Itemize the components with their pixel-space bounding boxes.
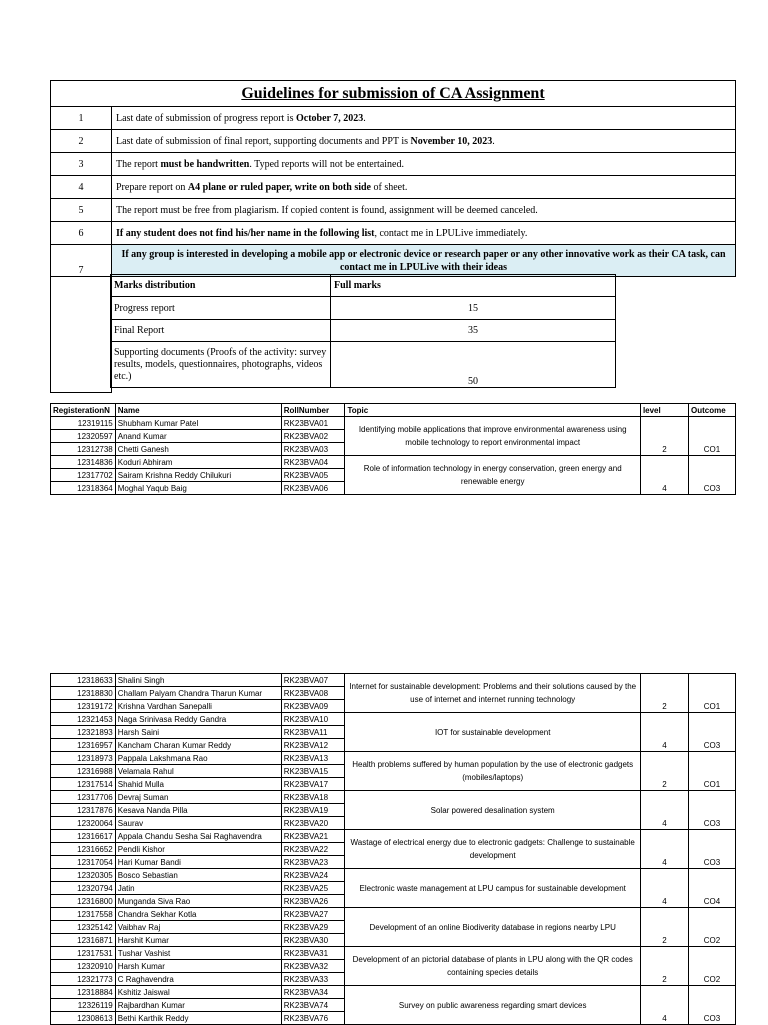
roll-number: RK23BVA34	[281, 986, 345, 999]
guideline-text-part: The report	[116, 158, 161, 170]
registration-number: 12317054	[51, 856, 116, 869]
guideline-number: 5	[51, 199, 112, 222]
guideline-text-part: If any student does not find his/her name in the following list	[116, 227, 375, 239]
guideline-text-part: must be handwritten	[160, 158, 250, 170]
roll-number: RK23BVA11	[281, 726, 345, 739]
level-cell: 4	[640, 869, 688, 908]
registration-number: 12318973	[51, 752, 116, 765]
marks-distribution-table	[110, 274, 616, 388]
roll-number: RK23BVA05	[281, 469, 345, 482]
guideline-text-part: If any group is interested in developing a mobile app or electronic device or research paper or any other innovative work as their CA task, can contact me in LPULive with their ideas	[121, 248, 726, 273]
student-name: Vaibhav Raj	[115, 921, 281, 934]
registration-number: 12316800	[51, 895, 116, 908]
guideline-text	[112, 153, 736, 176]
student-name: Bosco Sebastian	[115, 869, 281, 882]
roll-number: RK23BVA01	[281, 417, 345, 430]
guideline-text-part: A4 plane or ruled paper, write on both side	[187, 181, 371, 193]
student-name: Chetti Ganesh	[115, 443, 281, 456]
registration-number: 12312738	[51, 443, 116, 456]
student-name: Chandra Sekhar Kotla	[115, 908, 281, 921]
marks-row-value: 35	[331, 320, 616, 342]
student-name: Devraj Suman	[115, 791, 281, 804]
registration-number: 12316871	[51, 934, 116, 947]
table-row	[51, 986, 736, 999]
roll-number: RK23BVA30	[281, 934, 345, 947]
guideline-row	[51, 199, 736, 222]
marks-row-value: 15	[331, 297, 616, 320]
registration-number: 12326119	[51, 999, 116, 1012]
outcome-cell: CO1	[688, 417, 735, 456]
student-name: Anand Kumar	[115, 430, 281, 443]
registration-number: 12318633	[51, 674, 116, 687]
guideline-text	[112, 176, 736, 199]
topic-cell: Development of an online Biodiverity database in regions nearby LPU	[345, 908, 641, 947]
guideline-number: 1	[51, 107, 112, 130]
column-header: RollNumber	[281, 404, 345, 417]
roll-number: RK23BVA06	[281, 482, 345, 495]
roll-number: RK23BVA29	[281, 921, 345, 934]
student-name: Appala Chandu Sesha Sai Raghavendra	[115, 830, 281, 843]
table-row	[51, 752, 736, 765]
level-cell: 4	[640, 456, 688, 495]
roll-number: RK23BVA02	[281, 430, 345, 443]
topic-cell: Role of information technology in energy conservation, green energy and renewable energy	[345, 456, 641, 495]
roll-number: RK23BVA13	[281, 752, 345, 765]
outcome-cell: CO4	[688, 869, 735, 908]
registration-number: 12318364	[51, 482, 116, 495]
roll-number: RK23BVA23	[281, 856, 345, 869]
roll-number: RK23BVA07	[281, 674, 345, 687]
roll-number: RK23BVA33	[281, 973, 345, 986]
registration-number: 12318830	[51, 687, 116, 700]
guideline-row	[51, 176, 736, 199]
registration-number: 12316617	[51, 830, 116, 843]
registration-number: 12321773	[51, 973, 116, 986]
table-header-row	[51, 404, 736, 417]
student-name: Hari Kumar Bandi	[115, 856, 281, 869]
guideline-text-part: , contact me in LPULive immediately.	[374, 227, 528, 239]
registration-number: 12314836	[51, 456, 116, 469]
roll-number: RK23BVA19	[281, 804, 345, 817]
level-cell: 2	[640, 947, 688, 986]
student-name: Harsh Kumar	[115, 960, 281, 973]
table-row	[51, 908, 736, 921]
student-table-2	[50, 673, 736, 1025]
registration-number: 12320305	[51, 869, 116, 882]
column-header: level	[640, 404, 688, 417]
registration-number: 12321453	[51, 713, 116, 726]
guideline-text-part: of sheet.	[371, 181, 408, 193]
registration-number: 12316652	[51, 843, 116, 856]
guideline-text-part: Last date of submission of final report, supporting documents and PPT is	[116, 135, 411, 147]
student-name: Munganda Siva Rao	[115, 895, 281, 908]
student-name: Bethi Karthik Reddy	[115, 1012, 281, 1025]
outcome-cell: CO1	[688, 752, 735, 791]
outcome-cell: CO3	[688, 456, 735, 495]
student-table-1	[50, 403, 736, 495]
table-row	[51, 456, 736, 469]
student-name: Pappala Lakshmana Rao	[115, 752, 281, 765]
marks-header-label: Marks distribution	[111, 275, 331, 297]
roll-number: RK23BVA15	[281, 765, 345, 778]
table-row	[51, 674, 736, 687]
topic-cell: Identifying mobile applications that improve environmental awareness using mobile technology to report environmental impact	[345, 417, 641, 456]
student-name: Koduri Abhiram	[115, 456, 281, 469]
table-row	[51, 947, 736, 960]
guidelines-title: Guidelines for submission of CA Assignment	[51, 81, 736, 107]
student-name: Saurav	[115, 817, 281, 830]
column-header: Outcome	[688, 404, 735, 417]
registration-number: 12319115	[51, 417, 116, 430]
topic-cell: IOT for sustainable development	[345, 713, 641, 752]
registration-number: 12317558	[51, 908, 116, 921]
guideline-text-part: . Typed reports will not be entertained.	[249, 158, 404, 170]
guideline-number: 4	[51, 176, 112, 199]
registration-number: 12320910	[51, 960, 116, 973]
guideline-number: 6	[51, 222, 112, 245]
student-name: Kesava Nanda Pilla	[115, 804, 281, 817]
guideline-text-part: The report must be free from plagiarism. If copied content is found, assignment will be deemed canceled.	[116, 204, 538, 216]
student-name: Harsh Saini	[115, 726, 281, 739]
outcome-cell: CO3	[688, 830, 735, 869]
registration-number: 12308613	[51, 1012, 116, 1025]
guideline-text	[112, 130, 736, 153]
guideline-number: 7	[51, 245, 112, 277]
registration-number: 12317876	[51, 804, 116, 817]
outcome-cell: CO3	[688, 986, 735, 1025]
roll-number: RK23BVA26	[281, 895, 345, 908]
topic-cell: Electronic waste management at LPU campus for sustainable development	[345, 869, 641, 908]
student-name: Harshit Kumar	[115, 934, 281, 947]
topic-cell: Solar powered desalination system	[345, 791, 641, 830]
column-header: RegisterationN	[51, 404, 116, 417]
student-name: Tushar Vashist	[115, 947, 281, 960]
roll-number: RK23BVA74	[281, 999, 345, 1012]
roll-number: RK23BVA21	[281, 830, 345, 843]
registration-number: 12318884	[51, 986, 116, 999]
registration-number: 12317531	[51, 947, 116, 960]
table-row	[51, 417, 736, 430]
level-cell: 4	[640, 830, 688, 869]
registration-number: 12316988	[51, 765, 116, 778]
roll-number: RK23BVA12	[281, 739, 345, 752]
outcome-cell: CO3	[688, 791, 735, 830]
roll-number: RK23BVA08	[281, 687, 345, 700]
guideline-text-part: October 7, 2023	[295, 112, 364, 124]
marks-header-full: Full marks	[331, 275, 616, 297]
guideline-row	[51, 153, 736, 176]
guideline-text	[112, 245, 736, 277]
registration-number: 12321893	[51, 726, 116, 739]
student-name: Sairam Krishna Reddy Chilukuri	[115, 469, 281, 482]
registration-number: 12316957	[51, 739, 116, 752]
roll-number: RK23BVA32	[281, 960, 345, 973]
column-header: Topic	[345, 404, 641, 417]
roll-number: RK23BVA10	[281, 713, 345, 726]
student-name: Shalini Singh	[115, 674, 281, 687]
outcome-cell: CO1	[688, 674, 735, 713]
roll-number: RK23BVA76	[281, 1012, 345, 1025]
roll-number: RK23BVA18	[281, 791, 345, 804]
marks-row-value: 50	[331, 342, 616, 388]
student-name: Pendli Kishor	[115, 843, 281, 856]
registration-number: 12319172	[51, 700, 116, 713]
level-cell: 4	[640, 791, 688, 830]
table-row	[51, 869, 736, 882]
guideline-row	[51, 107, 736, 130]
roll-number: RK23BVA04	[281, 456, 345, 469]
guideline-text	[112, 199, 736, 222]
topic-cell: Survey on public awareness regarding smart devices	[345, 986, 641, 1025]
registration-number: 12320064	[51, 817, 116, 830]
guideline-row	[51, 222, 736, 245]
student-name: Challam Palyam Chandra Tharun Kumar	[115, 687, 281, 700]
table-row	[51, 713, 736, 726]
student-name: Kshitiz Jaiswal	[115, 986, 281, 999]
level-cell: 2	[640, 674, 688, 713]
registration-number: 12320794	[51, 882, 116, 895]
student-name: Rajbardhan Kumar	[115, 999, 281, 1012]
registration-number: 12325142	[51, 921, 116, 934]
table-row	[51, 830, 736, 843]
marks-row-label: Supporting documents (Proofs of the activity: survey results, models, questionnaires, photographs, videos etc.)	[111, 342, 331, 388]
roll-number: RK23BVA09	[281, 700, 345, 713]
registration-number: 12320597	[51, 430, 116, 443]
registration-number: 12317514	[51, 778, 116, 791]
guideline-text-part: Prepare report on	[116, 181, 188, 193]
level-cell: 2	[640, 908, 688, 947]
student-name: Naga Srinivasa Reddy Gandra	[115, 713, 281, 726]
table-row	[51, 791, 736, 804]
student-name: Jatin	[115, 882, 281, 895]
guideline-row	[51, 245, 736, 277]
roll-number: RK23BVA22	[281, 843, 345, 856]
guideline-text-part: .	[363, 112, 366, 124]
level-cell: 2	[640, 417, 688, 456]
outcome-cell: CO2	[688, 947, 735, 986]
student-name: Krishna Vardhan Sanepalli	[115, 700, 281, 713]
roll-number: RK23BVA31	[281, 947, 345, 960]
roll-number: RK23BVA27	[281, 908, 345, 921]
guideline-text	[112, 222, 736, 245]
student-name: Shahid Mulla	[115, 778, 281, 791]
empty-cell	[51, 277, 112, 393]
guideline-text-part: November 10, 2023	[410, 135, 493, 147]
registration-number: 12317702	[51, 469, 116, 482]
guideline-number: 3	[51, 153, 112, 176]
student-name: Kancham Charan Kumar Reddy	[115, 739, 281, 752]
marks-row-label: Progress report	[111, 297, 331, 320]
topic-cell: Development of an pictorial database of plants in LPU along with the QR codes containing species details	[345, 947, 641, 986]
outcome-cell: CO2	[688, 908, 735, 947]
topic-cell: Wastage of electrical energy due to electronic gadgets: Challenge to sustainable development	[345, 830, 641, 869]
column-header: Name	[115, 404, 281, 417]
roll-number: RK23BVA25	[281, 882, 345, 895]
guideline-text-part: .	[492, 135, 495, 147]
level-cell: 2	[640, 752, 688, 791]
topic-cell: Health problems suffered by human population by the use of electronic gadgets (mobiles/laptops)	[345, 752, 641, 791]
roll-number: RK23BVA03	[281, 443, 345, 456]
guideline-number: 2	[51, 130, 112, 153]
student-name: Moghal Yaqub Baig	[115, 482, 281, 495]
roll-number: RK23BVA24	[281, 869, 345, 882]
student-name: Shubham Kumar Patel	[115, 417, 281, 430]
guideline-text-part: Last date of submission of progress report is	[116, 112, 296, 124]
roll-number: RK23BVA17	[281, 778, 345, 791]
outcome-cell: CO3	[688, 713, 735, 752]
level-cell: 4	[640, 713, 688, 752]
registration-number: 12317706	[51, 791, 116, 804]
marks-row-label: Final Report	[111, 320, 331, 342]
level-cell: 4	[640, 986, 688, 1025]
guideline-text	[112, 107, 736, 130]
student-name: C Raghavendra	[115, 973, 281, 986]
roll-number: RK23BVA20	[281, 817, 345, 830]
guideline-row	[51, 130, 736, 153]
student-name: Velamala Rahul	[115, 765, 281, 778]
topic-cell: Internet for sustainable development: Problems and their solutions caused by the use of internet and internet running technology	[345, 674, 641, 713]
